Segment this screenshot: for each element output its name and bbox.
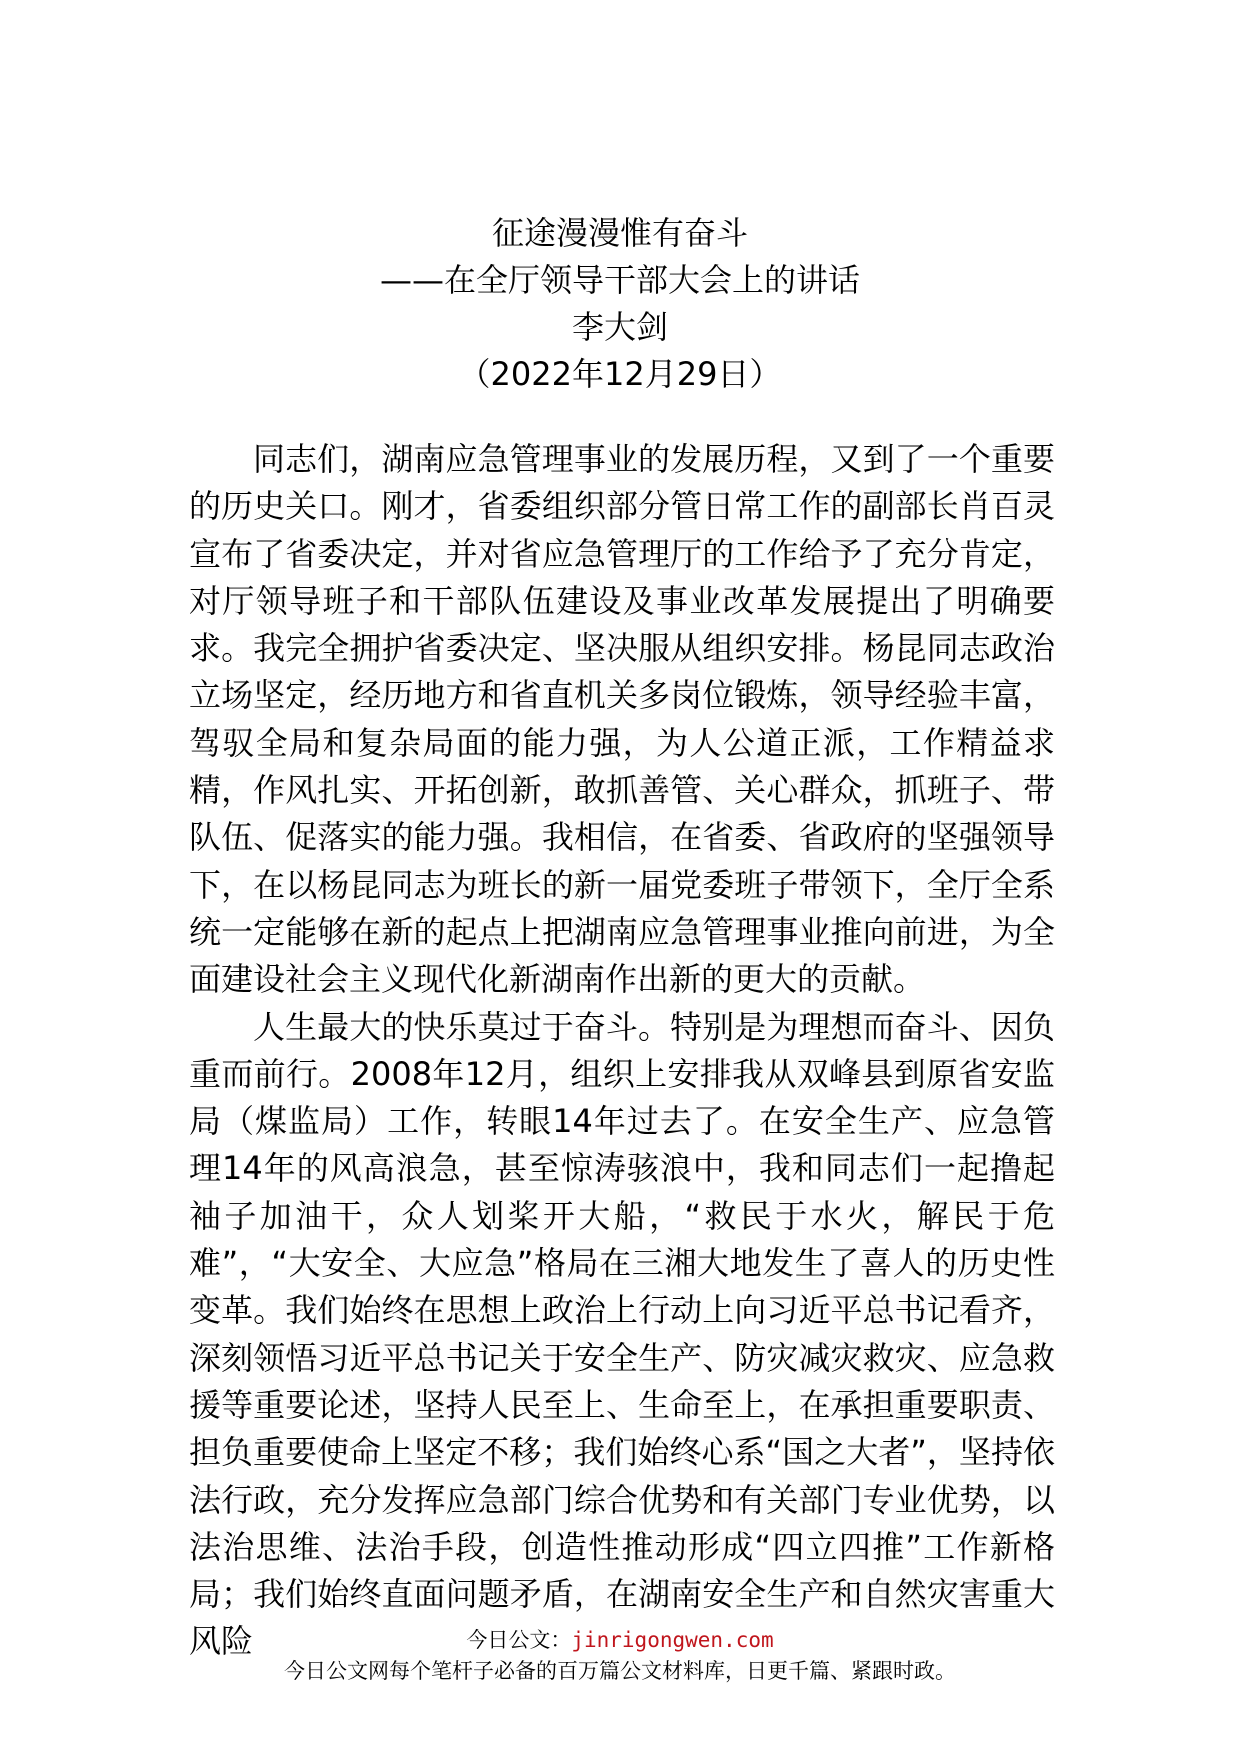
document-author: 李大剑 — [571, 308, 668, 346]
document-body — [189, 436, 1055, 1666]
footer-site-label: 今日公文： — [466, 1628, 572, 1652]
body-paragraph: 人生最大的快乐莫过于奋斗。特别是为理想而奋斗、因负重而前行。2008年12月，组织上安排我从双峰县到原省安监局（煤监局）工作，转眼14年过去了。在安全生产、应急管理14年的风高浪急，甚至惊涛骇浪中，我和同志们一起撸起袖子加油干，众人划桨开大船，“救民于水火，解民于危难”，“大安全、大应急”格局在三湘大地发生了喜人的历史性变革。我们始终在思想上政治上行动上向习近平总书记看齐，深刻领悟习近平总书记关于安全生产、防灾减灾救灾、应急救援等重要论述，坚持人民至上、生命至上，在承担重要职责、担负重要使命上坚定不移；我们始终心系“国之大者”，坚持依法行政，充分发挥应急部门综合优势和有关部门专业优势，以法治思维、法治手段，创造性推动形成“四立四推”工作新格局；我们始终直面问题矛盾，在湖南安全生产和自然灾害重大风险 — [189, 1007, 1055, 1661]
body-paragraph: 同志们，湖南应急管理事业的发展历程，又到了一个重要的历史关口。刚才，省委组织部分管日常工作的副部长肖百灵宣布了省委决定，并对省应急管理厅的工作给予了充分肯定，对厅领导班子和干部队伍建设及事业改革发展提出了明确要求。我完全拥护省委决定、坚决服从组织安排。杨昆同志政治立场坚定，经历地方和省直机关多岗位锻炼，领导经验丰富，驾驭全局和复杂局面的能力强，为人公道正派，工作精益求精，作风扎实、开拓创新，敢抓善管、关心群众，抓班子、带队伍、促落实的能力强。我相信，在省委、省政府的坚强领导下，在以杨昆同志为班长的新一届党委班子带领下，全厅全系统一定能够在新的起点上把湖南应急管理事业推向前进，为全面建设社会主义现代化新湖南作出新的更大的贡献。 — [189, 440, 1055, 999]
page-footer — [0, 1625, 1240, 1687]
document-header — [0, 210, 1240, 398]
document-date: （2022年12月29日） — [458, 355, 782, 393]
footer-site-line — [0, 1625, 1240, 1656]
document-title: 征途漫漫惟有奋斗 — [491, 214, 748, 252]
footer-tagline: 今日公文网每个笔杆子必备的百万篇公文材料库，日更千篇、紧跟时政。 — [284, 1659, 956, 1683]
footer-site-link[interactable]: jinrigongwen.com — [571, 1628, 774, 1652]
document-subtitle: ——在全厅领导干部大会上的讲话 — [379, 261, 860, 299]
